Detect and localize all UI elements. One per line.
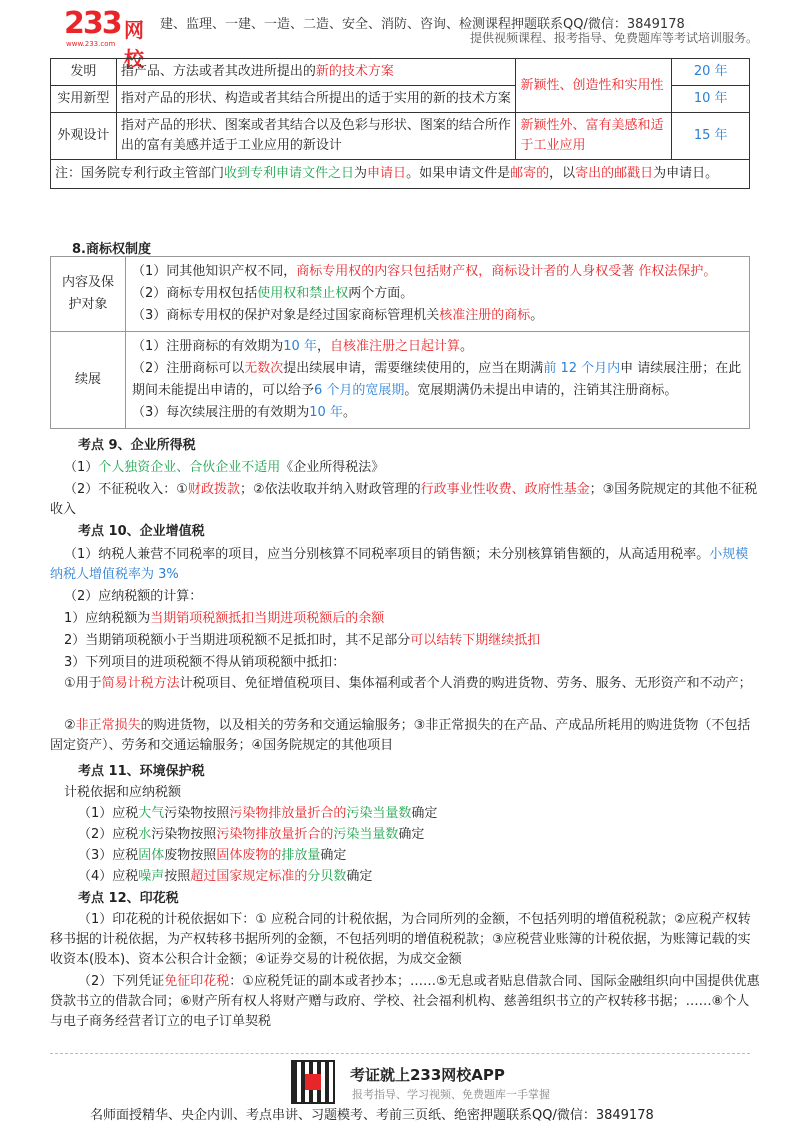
table-row [51, 332, 750, 429]
header-services: 提供视频课程、报考指导、免费题库等考试培训服务。 [470, 31, 759, 45]
vat-line-6: ①用于简易计税方法计税项目、免征增值税项目、集体福利或者个人消费的购进货物、劳务、服务、无形资产和不动产； [64, 676, 752, 691]
patent-type: 实用新型 [51, 86, 117, 113]
patent-type: 外观设计 [51, 113, 117, 160]
footer-contact: 名师面授精华、央企内训、考点串讲、习题模考、考前三页纸、绝密押题联系QQ/微信：3849178 [90, 1108, 654, 1123]
list-item: （1）应税大气污染物按照污染物排放量折合的污染当量数确定 [78, 806, 438, 821]
list-item: （3）商标专用权的保护对象是经过国家商标管理机关核准注册的商标。 [132, 308, 544, 323]
stamp-tax-heading: 考点 12、印花税 [78, 891, 179, 906]
trademark-table [50, 256, 750, 429]
patent-definition: 指对产品的形状、图案或者其结合以及色彩与形状、图案的结合所作出的富有美感并适于工业应用的新设计 [116, 113, 516, 160]
renew-label: 续展 [51, 332, 126, 429]
patent-term: 20 年 [672, 59, 750, 86]
vat-line-1: （1）纳税人兼营不同税率的项目，应当分别核算不同税率项目的销售额；未分别核算销售额的，从高适用税率。小规模纳税人增值税率为 3% [50, 547, 749, 582]
stamp-tax-para-1: （1）印花税的计税依据如下：① 应税合同的计税依据，为合同所列的金额，不包括列明的增值税税款；②应税产权转移书据的计税依据，为产权转移书据所列的金额，不包括列明的增值税税款；③应税营业账簿的计税依据，为账簿记载的实收资本(股本)、资本公积合计金额；④证券交易的计税依据，为成交金额 [50, 912, 751, 967]
logo-url: www.233.com [66, 40, 116, 48]
patent-table [50, 58, 750, 189]
income-tax-line-1: （1）个人独资企业、合伙企业不适用《企业所得税法》 [64, 460, 385, 475]
list-item: （3）应税固体废物按照固体废物的排放量确定 [78, 848, 347, 863]
header-contact: 建、监理、一建、一造、二造、安全、消防、咨询、检测课程押题联系QQ/微信：3849178 [160, 17, 685, 32]
table-row [51, 113, 750, 160]
env-tax-intro: 计税依据和应纳税额 [64, 785, 182, 800]
patent-definition: 指对产品的形状、构造或者其结合所提出的适于实用的新的技术方案 [116, 86, 516, 113]
app-title: 考证就上233网校APP [350, 1066, 505, 1084]
list-item: （2）应税水污染物按照污染物排放量折合的污染当量数确定 [78, 827, 425, 842]
patent-condition: 新颖性外、富有美感和适于工业应用 [516, 113, 672, 160]
table-row [51, 257, 750, 332]
table-row [51, 160, 750, 189]
vat-line-7: ②非正常损失的购进货物，以及相关的劳务和交通运输服务；③非正常损失的在产品、产成品所耗用的购进货物（不包括固定资产）、劳务和交通运输服务；④国务院规定的其他项目 [50, 718, 751, 753]
logo-number: 233 [64, 6, 121, 41]
logo-brand: 网校 [124, 18, 144, 71]
protect-content [126, 257, 750, 332]
patent-note: 注：国务院专利行政主管部门收到专利申请文件之日为申请日。如果申请文件是邮寄的，以寄出的邮戳日为申请日。 [51, 160, 750, 189]
page-header [0, 0, 800, 71]
brand-logo [64, 6, 156, 71]
qr-code-icon [291, 1060, 335, 1104]
vat-line-4: 2）当期销项税额小于当期进项税额不足抵扣时，其不足部分可以结转下期继续抵扣 [64, 633, 541, 648]
list-item: （1）注册商标的有效期为10 年，自核准注册之日起计算。 [132, 339, 474, 354]
footer-divider [50, 1053, 750, 1054]
patent-term: 10 年 [672, 86, 750, 113]
renew-content [126, 332, 750, 429]
stamp-tax-para-2: （2）下列凭证免征印花税：①应税凭证的副本或者抄本；……⑤无息或者贴息借款合同、国际金融组织向中国提供优惠贷款书立的借款合同；⑥财产所有权人将财产赠与政府、学校、社会福利机构、慈善组织书立的产权转移书据；……⑧个人与电子商务经营者订立的电子订单契税 [50, 974, 760, 1029]
patent-definition: 指产品、方法或者其改进所提出的新的技术方案 [116, 59, 516, 86]
app-subtitle: 报考指导、学习视频、免费题库一手掌握 [352, 1088, 550, 1101]
table-row [51, 59, 750, 86]
vat-heading: 考点 10、企业增值税 [78, 524, 205, 539]
list-item: （4）应税噪声按照超过国家规定标准的分贝数确定 [78, 869, 373, 884]
env-tax-heading: 考点 11、环境保护税 [78, 764, 205, 779]
list-item: （2）商标专用权包括使用权和禁止权两个方面。 [132, 286, 414, 301]
vat-line-5: 3）下列项目的进项税额不得从销项税额中抵扣： [64, 655, 346, 670]
list-item: （3）每次续展注册的有效期为10 年。 [132, 405, 356, 420]
protect-label: 内容及保护对象 [51, 257, 126, 332]
vat-line-2: （2）应纳税额的计算： [64, 589, 203, 604]
list-item: （1）同其他知识产权不同，商标专用权的内容只包括财产权，商标设计者的人身权受著 作权法保护。 [132, 264, 717, 279]
trademark-heading: 8.商标权制度 [72, 242, 151, 257]
income-tax-line-2: （2）不征税收入：①财政拨款；②依法收取并纳入财政管理的行政事业性收费、政府性基金；③国务院规定的其他不征税收入 [50, 482, 758, 517]
patent-term: 15 年 [672, 113, 750, 160]
patent-type: 发明 [51, 59, 117, 86]
list-item: （2）注册商标可以无数次提出续展申请，需要继续使用的，应当在期满前 12 个月内申 请续展注册；在此期间未能提出申请的，可以给予6 个月的宽展期。宽展期满仍未提出申请的，注销其注册商标。 [132, 361, 742, 398]
vat-line-3: 1）应纳税额为当期销项税额抵扣当期进项税额后的余额 [64, 611, 385, 626]
income-tax-heading: 考点 9、企业所得税 [78, 438, 196, 453]
patent-condition: 新颖性、创造性和实用性 [516, 59, 672, 113]
